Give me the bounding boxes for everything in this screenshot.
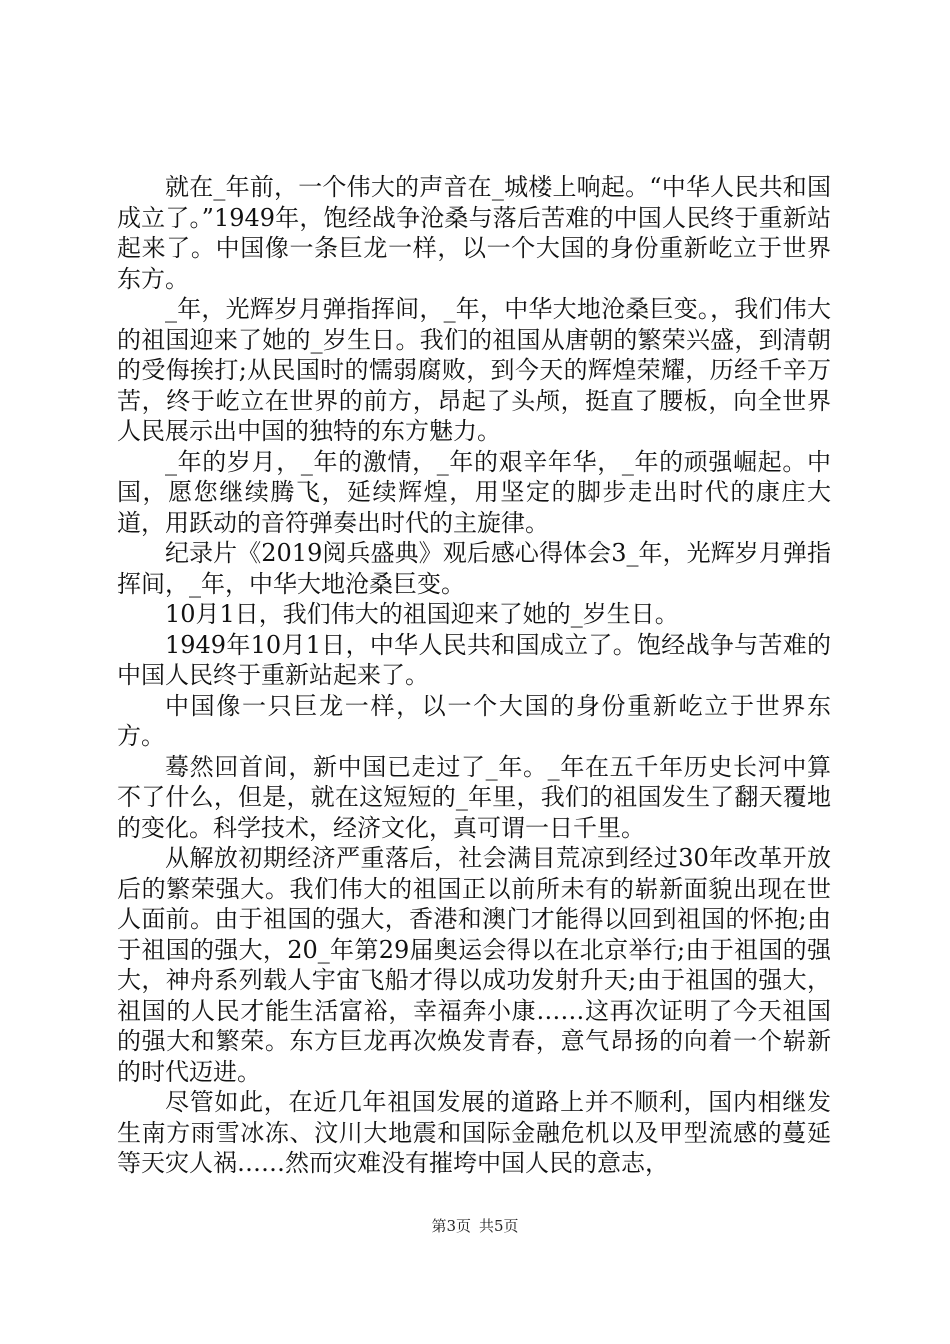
- paragraph: 蓦然回首间，新中国已走过了_年。_年在五千年历史长河中算不了什么，但是，就在这短短的_年里，我们的祖国发生了翻天覆地的变化。科学技术，经济文化，真可谓一日千里。: [117, 752, 831, 842]
- paragraph: _年，光辉岁月弹指挥间，_年，中华大地沧桑巨变。，我们伟大的祖国迎来了她的_岁生日。我们的祖国从唐朝的繁荣兴盛，到清朝的受侮挨打;从民国时的懦弱腐败，到今天的辉煌荣耀，历经千辛万苦，终于屹立在世界的前方，昂起了头颅，挺直了腰板，向全世界人民展示出中国的独特的东方魅力。: [117, 295, 831, 445]
- paragraph: 1949年10月1日，中华人民共和国成立了。饱经战争与苦难的中国人民终于重新站起来了。: [117, 630, 831, 689]
- page-total: 共5页: [479, 1217, 519, 1235]
- paragraph: 从解放初期经济严重落后，社会满目荒凉到经过30年改革开放后的繁荣强大。我们伟大的祖国正以前所未有的崭新面貌出现在世人面前。由于祖国的强大，香港和澳门才能得以回到祖国的怀抱;由于祖国的强大，20_年第29届奥运会得以在北京举行;由于祖国的强大，神舟系列载人宇宙飞船才得以成功发射升天;由于祖国的强大，祖国的人民才能生活富裕，幸福奔小康……这再次证明了今天祖国的强大和繁荣。东方巨龙再次焕发青春，意气昂扬的向着一个崭新的时代迈进。: [117, 844, 831, 1086]
- paragraph: 中国像一只巨龙一样，以一个大国的身份重新屹立于世界东方。: [117, 691, 831, 750]
- page-number: 第3页: [431, 1217, 471, 1235]
- page-footer: [0, 1215, 950, 1236]
- document-body: [117, 172, 831, 1179]
- paragraph: 就在_年前，一个伟大的声音在_城楼上响起。“中华人民共和国成立了。”1949年，饱经战争沧桑与落后苦难的中国人民终于重新站起来了。中国像一条巨龙一样，以一个大国的身份重新屹立于世界东方。: [117, 173, 831, 293]
- paragraph: 纪录片《2019阅兵盛典》观后感心得体会3_年，光辉岁月弹指挥间，_年，中华大地沧桑巨变。: [117, 539, 831, 598]
- paragraph: 尽管如此，在近几年祖国发展的道路上并不顺利，国内相继发生南方雨雪冰冻、汶川大地震和国际金融危机以及甲型流感的蔓延等天灾人祸……然而灾难没有摧垮中国人民的意志，: [117, 1088, 831, 1177]
- paragraph: _年的岁月，_年的激情，_年的艰辛年华，_年的顽强崛起。中国，愿您继续腾飞，延续辉煌，用坚定的脚步走出时代的康庄大道，用跃动的音符弹奏出时代的主旋律。: [117, 447, 831, 537]
- paragraph: 10月1日，我们伟大的祖国迎来了她的_岁生日。: [165, 600, 679, 628]
